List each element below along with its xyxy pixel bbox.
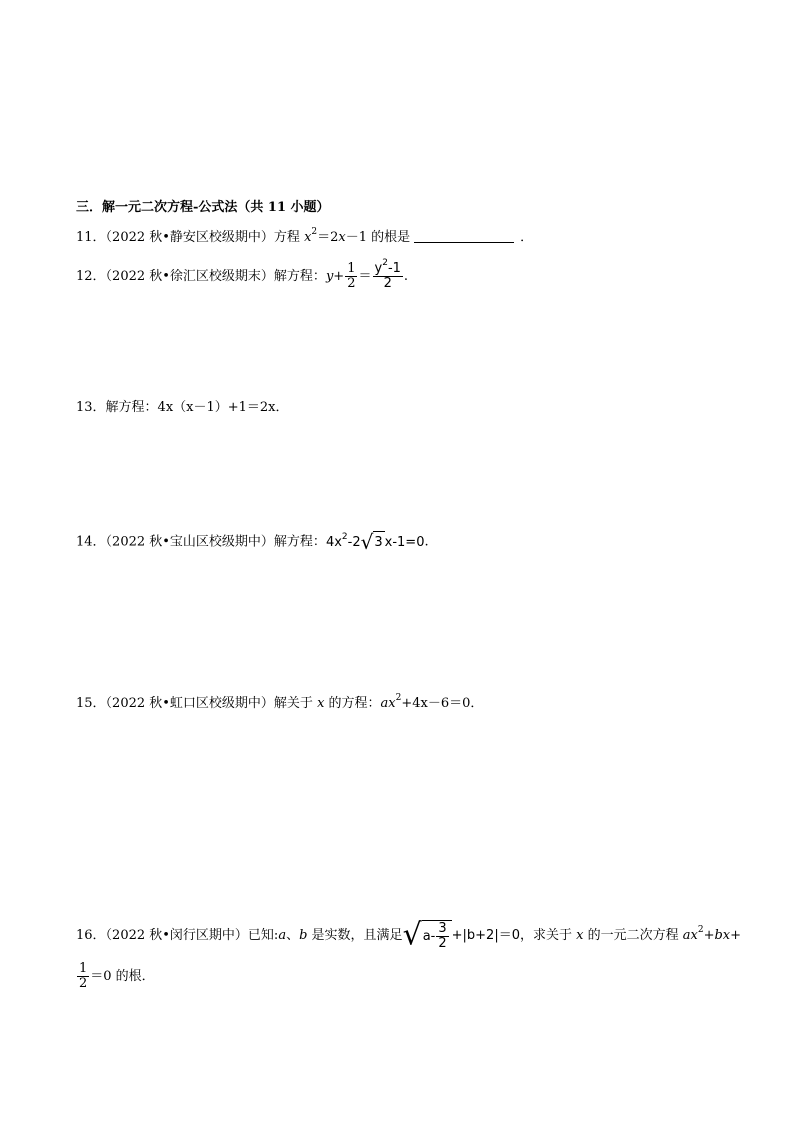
q15-var: x (317, 696, 325, 711)
question-11 (76, 228, 533, 248)
q16-fraction: $\frac{1}{2}$ (79, 961, 88, 991)
q11-mid: ＝2 (317, 230, 339, 245)
q15-tail: +4x－6＝0． (401, 696, 484, 711)
q12-prefix: 12．（2022 秋•徐汇区校级期末）解方程： (76, 269, 326, 284)
q12-eq: ＝ (358, 269, 372, 284)
question-13: 13．解方程：4x（x－1）+1＝2x． (76, 400, 289, 415)
question-12 (76, 258, 409, 291)
q11-exp: 2 (311, 227, 318, 237)
answer-blank[interactable] (414, 228, 514, 243)
q15-exp: 2 (395, 693, 402, 703)
question-14 (76, 531, 429, 553)
sqrt-symbol: √3 (360, 530, 383, 554)
question-16: 16．（2022 秋•闵行区期中）已知:a、b 是实数，且满足√a- $\frac{3}{2}$ +|b+2|＝0，求关于 x 的一元二次方程 $ax^2+bx+$ (76, 917, 742, 953)
q14-prefix: 14．（2022 秋•宝山区校级期中）解方程： (76, 534, 326, 550)
q11-var: x (304, 230, 312, 245)
q14-equation: $4x^2-2√3$ x-1=0 (325, 530, 425, 554)
q12-fraction-1: $\frac{1}{2}$ (347, 261, 356, 291)
q15-a: ax (380, 696, 396, 711)
sqrt-symbol: √a- $\frac{3}{2}$ (403, 920, 452, 951)
section-title: 三．解一元二次方程-公式法（共 11 小题） (76, 200, 330, 215)
q11-tail: －1 的根是 (345, 230, 411, 245)
question-15 (76, 694, 483, 714)
q11-end: ． (520, 230, 534, 245)
q11-prefix: 11．（2022 秋•静安区校级期中）方程 (76, 230, 305, 245)
q12-fraction-2: $\frac{y^2-1}{2}$ (374, 258, 401, 291)
q16-prefix: 16．（2022 秋•闵行区期中）已知: (76, 928, 279, 943)
q12-plus: + (333, 269, 345, 284)
q14-end: . (424, 534, 429, 550)
question-16-line-2: $\frac{1}{2}$ ＝0 的根． (79, 961, 155, 991)
q15-prefix: 15．（2022 秋•虹口区校级期中）解关于 (76, 696, 318, 711)
q12-var: y (325, 269, 334, 284)
q12-end: . (403, 269, 409, 284)
q15-mid: 的方程： (324, 696, 381, 711)
q11-var2: x (338, 230, 346, 245)
